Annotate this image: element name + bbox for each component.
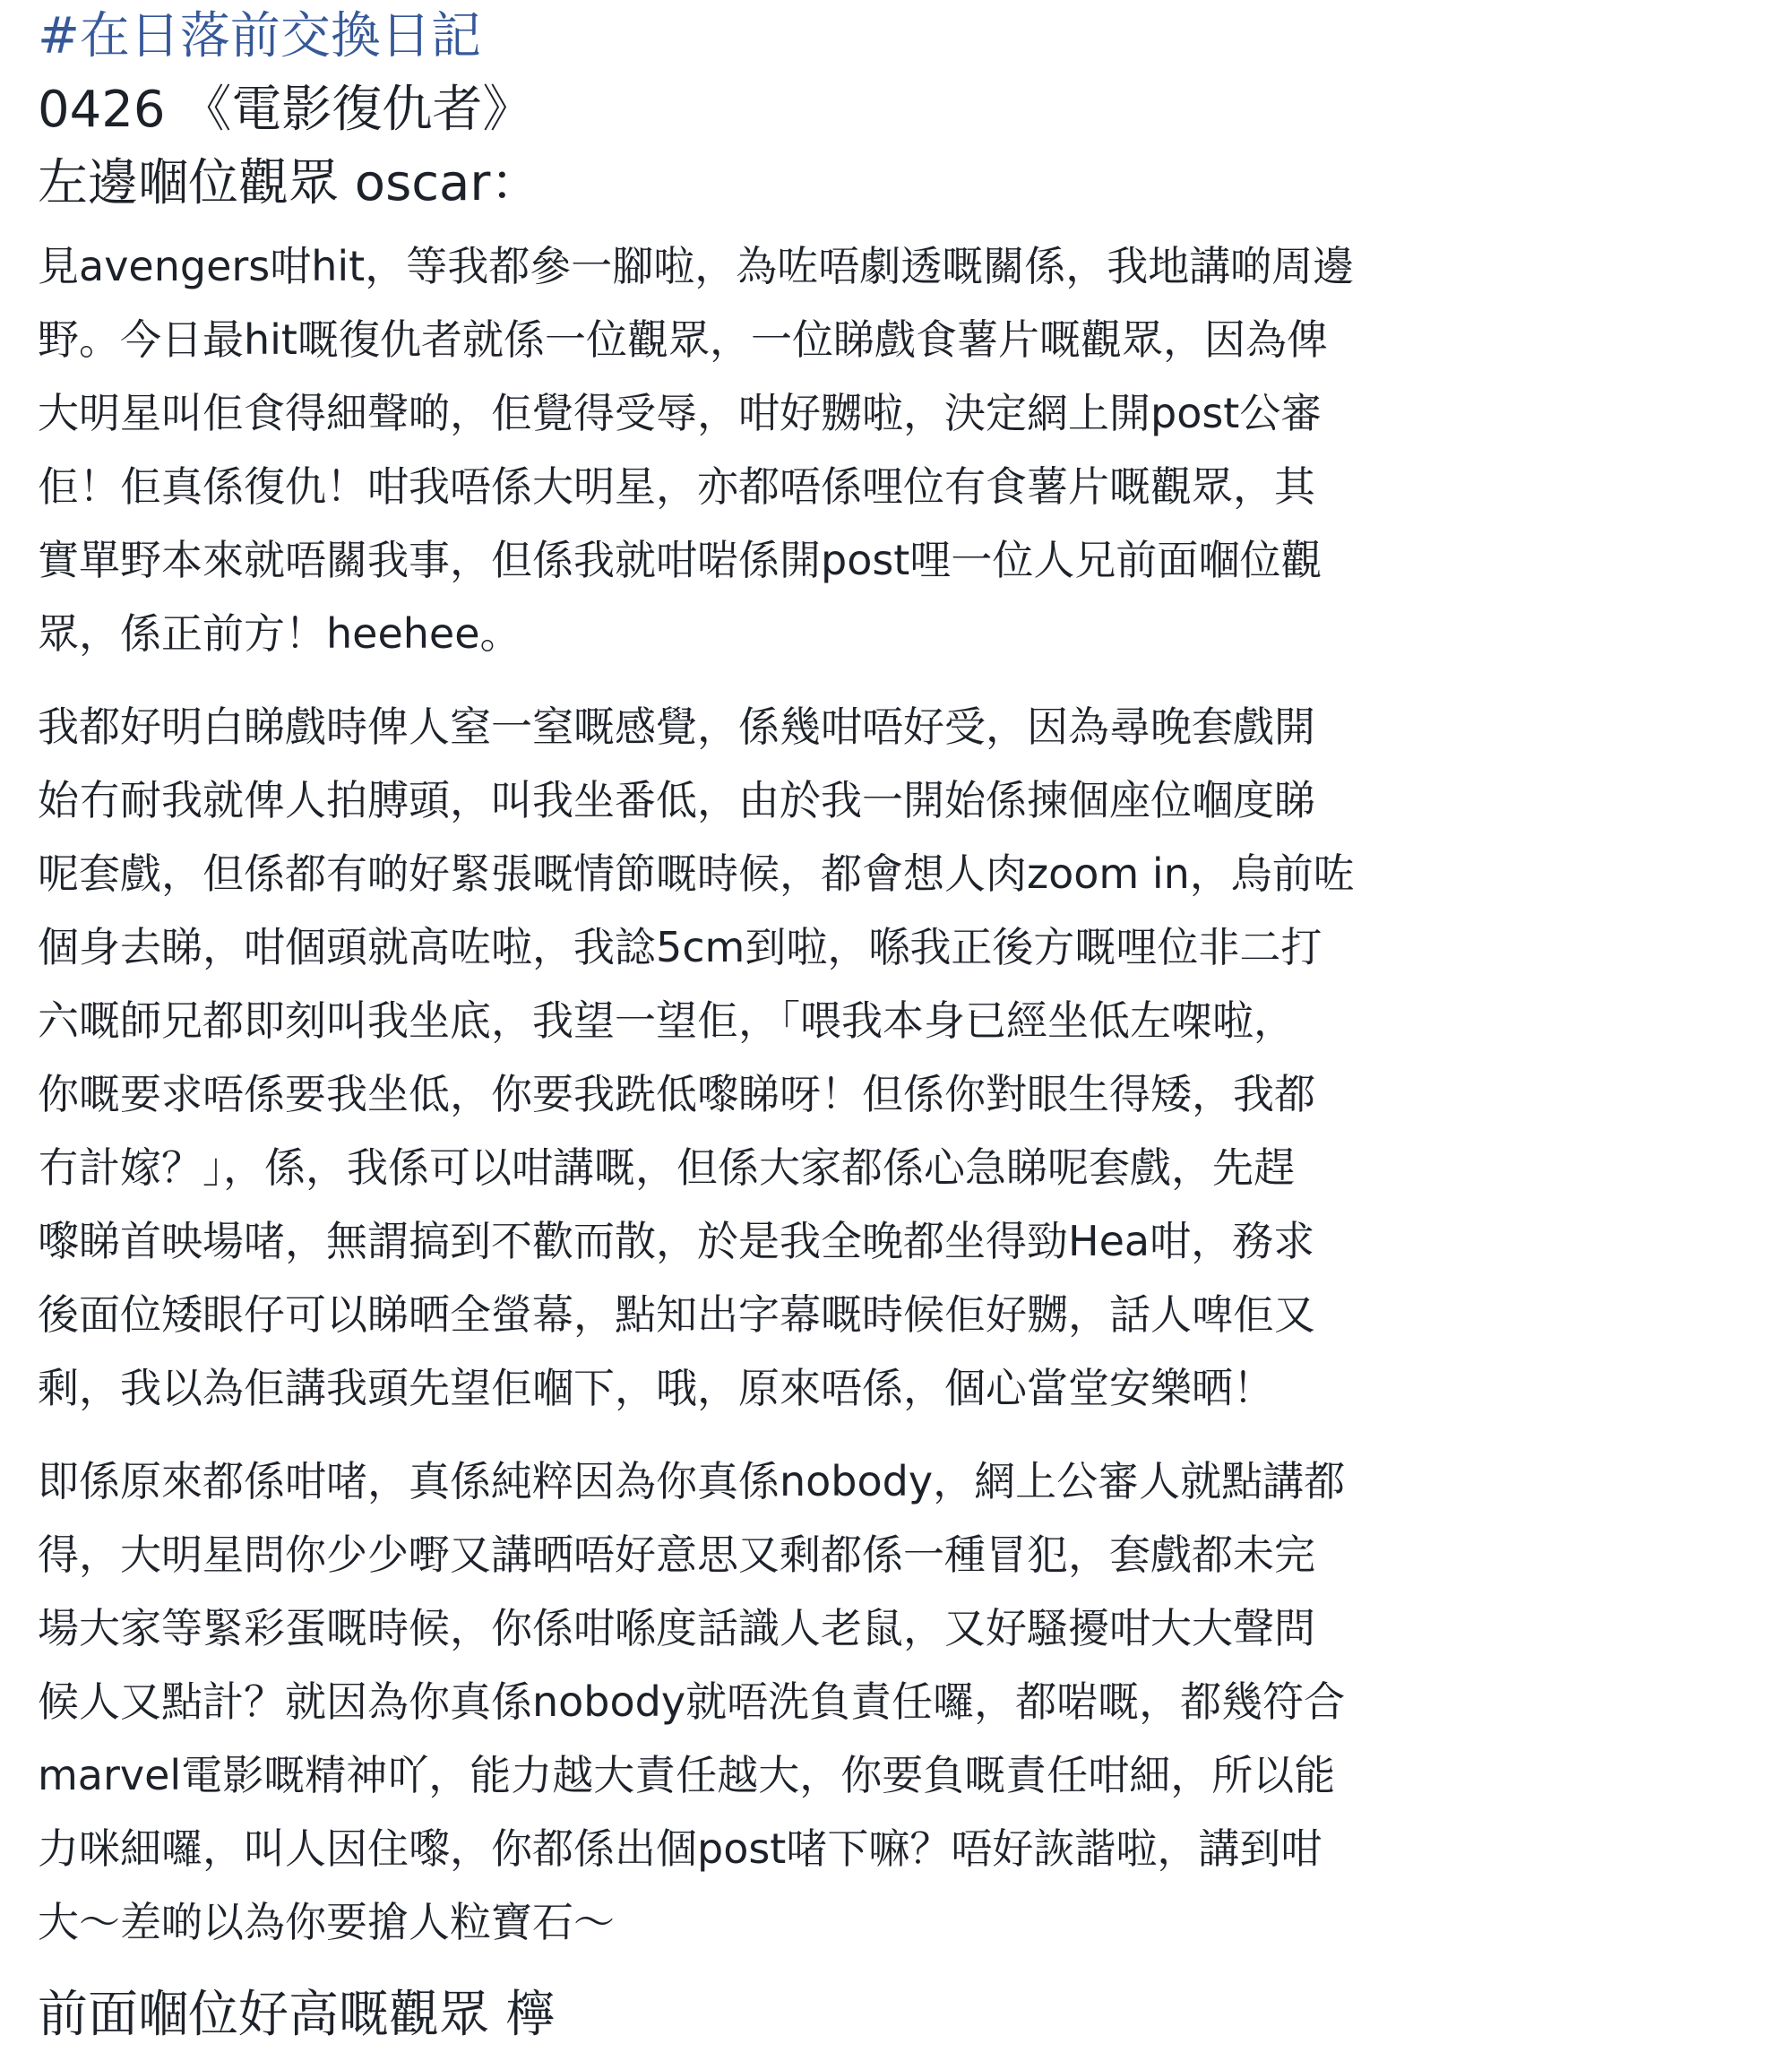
- paragraph-1: [38, 229, 1758, 670]
- paragraph-line: 你嘅要求唔係要我坐低，你要我跣低嚟睇呀！但係你對眼生得矮，我都: [38, 1070, 1315, 1118]
- paragraph-3: [38, 1444, 1758, 1959]
- post-addressee: 左邊嗰位觀眾 oscar：: [38, 154, 541, 212]
- paragraph-line: 即係原來都係咁啫，真係純粹因為你真係nobody，網上公審人就點講都: [38, 1457, 1346, 1505]
- paragraph-line: 大～差啲以為你要搶人粒寶石～: [38, 1898, 615, 1946]
- paragraph-line: 始冇耐我就俾人拍膊頭，叫我坐番低，由於我一開始係揀個座位嗰度睇: [38, 776, 1315, 824]
- paragraph-line: 實單野本來就唔關我事，但係我就咁啱係開post哩一位人兄前面嗰位觀: [38, 536, 1322, 584]
- paragraph-line: 候人又點計？就因為你真係nobody就唔洗負責任囉，都啱嘅，都幾符合: [38, 1677, 1346, 1726]
- facebook-post-body: [38, 0, 1758, 2052]
- paragraph-line: marvel電影嘅精神吖，能力越大責任越大，你要負嘅責任咁細，所以能: [38, 1751, 1336, 1799]
- paragraph-line: 嚟睇首映場啫，無謂搞到不歡而散，於是我全晚都坐得勁Hea咁，務求: [38, 1217, 1315, 1265]
- paragraph-line: 冇計嫁？」，係，我係可以咁講嘅，但係大家都係心急睇呢套戲，先趕: [38, 1143, 1295, 1192]
- paragraph-line: 大明星叫佢食得細聲啲，佢覺得受辱，咁好嬲啦，決定網上開post公審: [38, 389, 1322, 437]
- paragraph-line: 六嘅師兄都即刻叫我坐底，我望一望佢，「喂我本身已經坐低左㗎啦，: [38, 996, 1295, 1045]
- paragraph-line: 佢！佢真係復仇！咁我唔係大明星，亦都唔係哩位有食薯片嘅觀眾，其: [38, 462, 1315, 511]
- post-date-title: 0426 《電影復仇者》: [38, 81, 533, 139]
- paragraph-line: 後面位矮眼仔可以睇晒全螢幕，點知出字幕嘅時候佢好嬲，話人啤佢又: [38, 1290, 1315, 1339]
- paragraph-line: 力咪細囉，叫人因住嚟，你都係出個post啫下嘛？唔好詼諧啦，講到咁: [38, 1824, 1322, 1873]
- paragraph-line: 場大家等緊彩蛋嘅時候，你係咁喺度話識人老鼠，又好騷擾咁大大聲問: [38, 1604, 1315, 1652]
- paragraph-line: 眾，係正前方！heehee。: [38, 609, 521, 658]
- post-signoff: 前面嗰位好高嘅觀眾 檸: [38, 1986, 556, 2044]
- paragraph-line: 得，大明星問你少少嘢又講晒唔好意思又剩都係一種冒犯，套戲都未完: [38, 1531, 1315, 1579]
- paragraph-line: 剩，我以為佢講我頭先望佢嗰下，哦，原來唔係，個心當堂安樂晒！: [38, 1364, 1274, 1412]
- hashtag-text[interactable]: #在日落前交換日記: [38, 7, 481, 65]
- paragraph-2: [38, 690, 1758, 1425]
- paragraph-line: 我都好明白睇戲時俾人窒一窒嘅感覺，係幾咁唔好受，因為尋晚套戲開: [38, 703, 1315, 751]
- hashtag-link[interactable]: [38, 0, 1758, 73]
- paragraph-line: 呢套戲，但係都有啲好緊張嘅情節嘅時候，都會想人肉zoom in，烏前咗: [38, 849, 1355, 898]
- paragraph-line: 見avengers咁hit，等我都參一腳啦，為咗唔劇透嘅關係，我地講啲周邊: [38, 242, 1355, 290]
- paragraph-line: 野。今日最hit嘅復仇者就係一位觀眾，一位睇戲食薯片嘅觀眾，因為俾: [38, 315, 1328, 364]
- paragraph-line: 個身去睇，咁個頭就高咗啦，我諗5cm到啦，喺我正後方嘅哩位非二打: [38, 923, 1322, 971]
